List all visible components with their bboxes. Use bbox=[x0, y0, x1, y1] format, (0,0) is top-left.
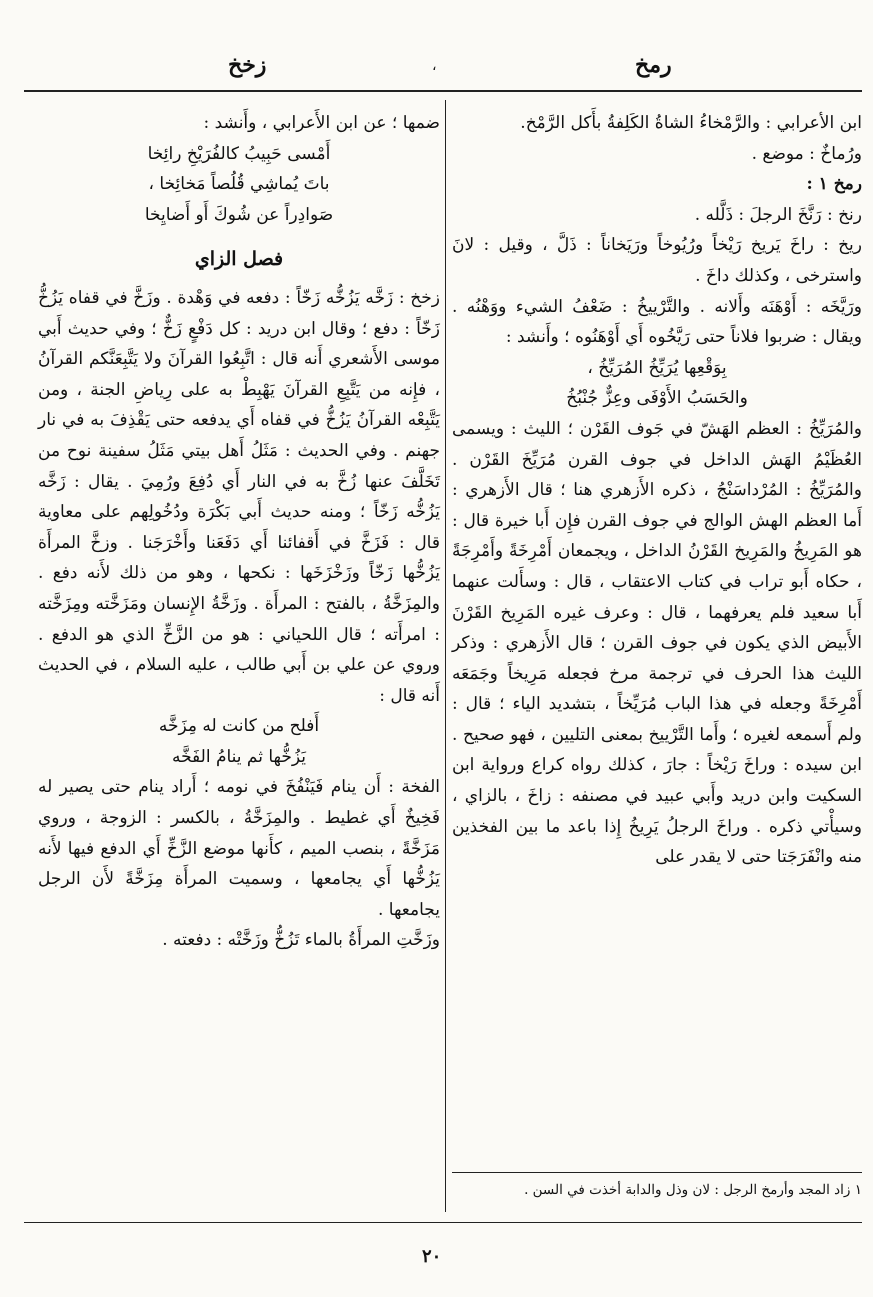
poem-line: يَزُخُّها ثم ينامُ الفَخَّه bbox=[171, 746, 307, 767]
poem-line: باتَ يُماشِي قُلُصاً مَخائِخا ، bbox=[148, 174, 330, 195]
poem-line: أَمْسى حَبِيبُ كالفُرَيْخِ رائِخا bbox=[147, 143, 331, 164]
header-left-word: زخخ bbox=[228, 52, 267, 78]
entry-text: رنخ : رَنَّخَ الرجلَ : ذَلَّله . bbox=[694, 204, 862, 225]
entry-text: زخخ : زَخَّه يَزُخُّه زَخّاً : دفعه في وَهْدة . وزَخَّ في قفاه يَزُخُّ زَخّاً : دفع ؛ وقال ابن دريد : كل دَفْعٍ زَخٌّ ؛ وفي حديث أَبي موسى الأَشعري أَنه قال : اتَّبِعُوا القرآنَ ولا يَتَّبِعَنَّكم القرآنُ ، فإِنه من يَتَّبِعِ القرآنَ يَهْبِطْ به على رِياضِ الجنة ، ومن يَتَّبِعْه القرآنُ يَزُخُّ في قفاه أَي يدفعه حتى يَقْذِفَ به في نار جهنم . وفي الحديث : مَثَلُ أَهل بيتي مَثَلُ سفينة نوح من تَخَلَّفَ عنها زُخَّ به في النار أَي دُفِعَ ورُمِيَ . يقال : زَخَّه يَزُخُّه زَخّاً ؛ ومنه حديث أَبي بَكْرَة ودُخُولِهم على معاوية قال : فَزَخَّ في أَقفائنا أَي دَفَعَنا وأَخْرَجَنا . وزخَّ المرأَة يَزُخُّها زَخّاً وزَخْزَخَها : نكحها ، وهو من ذلك لأَنه دفع . والمِزَخَّةُ ، بالفتح : المرأَة . وزَخَّةُ الإِنسان ومَزَخَّته ومِزَخَّته : امرأَته ؛ قال اللحياني : هو من الزَّخِّ الذي هو الدفع . وروي عن علي بن أَبي طالب ، عليه السلام ، في الحديث أَنه قال : bbox=[38, 287, 440, 706]
entry-text: ابن الأعرابي : والرَّمْخاءُ الشاةُ الكَلِفةُ بأَكل الرَّمْخ. bbox=[520, 113, 862, 133]
entry-text: الفخة : أَن ينام فَيَنْفُخَ في نومه ؛ أَراد ينام حتى يصير له فَخِيخٌ أَي غطيط . والمِزَخَّةُ ، بالكسر : الزوجة ، وروي مَزَخَّةً ، بنصب الميم ، كأَنها موضع الزَّخِّ أَي الدفع فيها لأَنه يَزُخُّها أَي يجامعها ، وسميت المرأَة مِزَخَّةً لأَن الرجل يجامعها . bbox=[38, 777, 440, 920]
column-divider bbox=[445, 100, 446, 1212]
bottom-rule bbox=[24, 1222, 862, 1223]
header-right-word: رمخ bbox=[635, 52, 672, 78]
entry-text: وزَخَّتِ المرأَةُ بالماء تَزُخُّ وزَخَّتْه : دفعته . bbox=[162, 930, 440, 951]
entry-text: ورُماخٌ : موضع . bbox=[751, 143, 862, 164]
right-column bbox=[452, 108, 862, 873]
left-column bbox=[38, 108, 440, 956]
poem-line: صَوادِراً عن شُوكَ أَو أَضايِخا bbox=[144, 204, 334, 225]
poem-line: أَفلح من كانت له مِزَخَّه bbox=[158, 716, 320, 737]
header-rule bbox=[24, 90, 862, 92]
page-number: ٢٠ bbox=[422, 1246, 442, 1267]
entry-text: والمُرَيِّخُ : العظم الهَشّ في جَوف القَرْن ؛ الليث : ويسمى العُظَيْمُ الهَش الداخل في جوف القرن مُرَيِّخَ القَرْن . والمُرَيِّخُ : المُرْداسَنْجُ ، ذكره الأَزهري هنا ؛ قال الأَزهري : أَما العظم الهش الوالج في جوف القرن فإِن أَبا خيرة قال : هو المَرِيخُ والمَرِيخ القَرْنُ الداخل ، ويجمعان أَمْرِخَةً وأَمْرِجَةً ، حكاه أَبو تراب في كتاب الاعتقاب ، قال : وسأَلت عنهما أَبا سعيد فلم يعرفهما ، قال : وعرف غيره المَرِيخ القَرْنَ الأَبيض الذي يكون في جوف القرن ؛ قال الأَزهري : وذكر الليث هذا الحرف في ترجمة مرخ فجعله مَرِيخاً وجَمَعَه أَمْرِخَةً وجعله في هذا الباب مُرَيِّخاً ، بتشديد الياء ؛ قال : ولم أَسمعه لغيره ؛ وأَما التَّرْييخ بمعنى التليين ، فهو صحيح . ابن سيده : وراخَ رَيْخاً : جارَ ، كذلك رواه كراع ورواية ابن السكيت وابن دريد وأَبي عبيد في مصنفه : زاخَ ، بالزاي ، وسيأْتي ذكره . وراخَ الرجلُ يَرِيخُ إِذا باعد ما بين الفخذين منه وانْفَرَجَتا حتى لا يقدر على bbox=[452, 418, 862, 868]
entry-text: ضمها ؛ عن ابن الأَعرابي ، وأَنشد : bbox=[203, 113, 440, 133]
footnote-rule bbox=[452, 1172, 862, 1173]
section-title: فصل الزاي bbox=[194, 248, 284, 271]
header-separator: ، bbox=[432, 58, 437, 74]
entry-headword: رمخ ١ : bbox=[806, 174, 862, 195]
poem-line: بِوَقْعِها يُرَيِّخُ المُرَيِّخُ ، bbox=[587, 357, 727, 378]
entry-text: ورَيَّخَه : أَوْهَنَه وأَلانه . والتَّرْييخُ : ضَعْفُ الشيء ووَهْنُه . ويقال : ضربوا فلاناً حتى رَيَّخُوه أَي أَوْهَنُوه ؛ وأَنشد : bbox=[452, 296, 862, 348]
poem-line: والحَسَبُ الأَوْفَى وعِزٌّ جُنْبُخُ bbox=[566, 388, 748, 409]
entry-text: ريخ : راخَ يَريخ رَيْخاً ورُيُوخاً ورَيَخاناً : ذَلَّ ، وقيل : لانَ واسترخى ، وكذلك داخَ . bbox=[452, 235, 862, 286]
footnote: ١ زاد المجد وأرمخ الرجل : لان وذل والدابة أخذت في السن . bbox=[524, 1182, 862, 1198]
